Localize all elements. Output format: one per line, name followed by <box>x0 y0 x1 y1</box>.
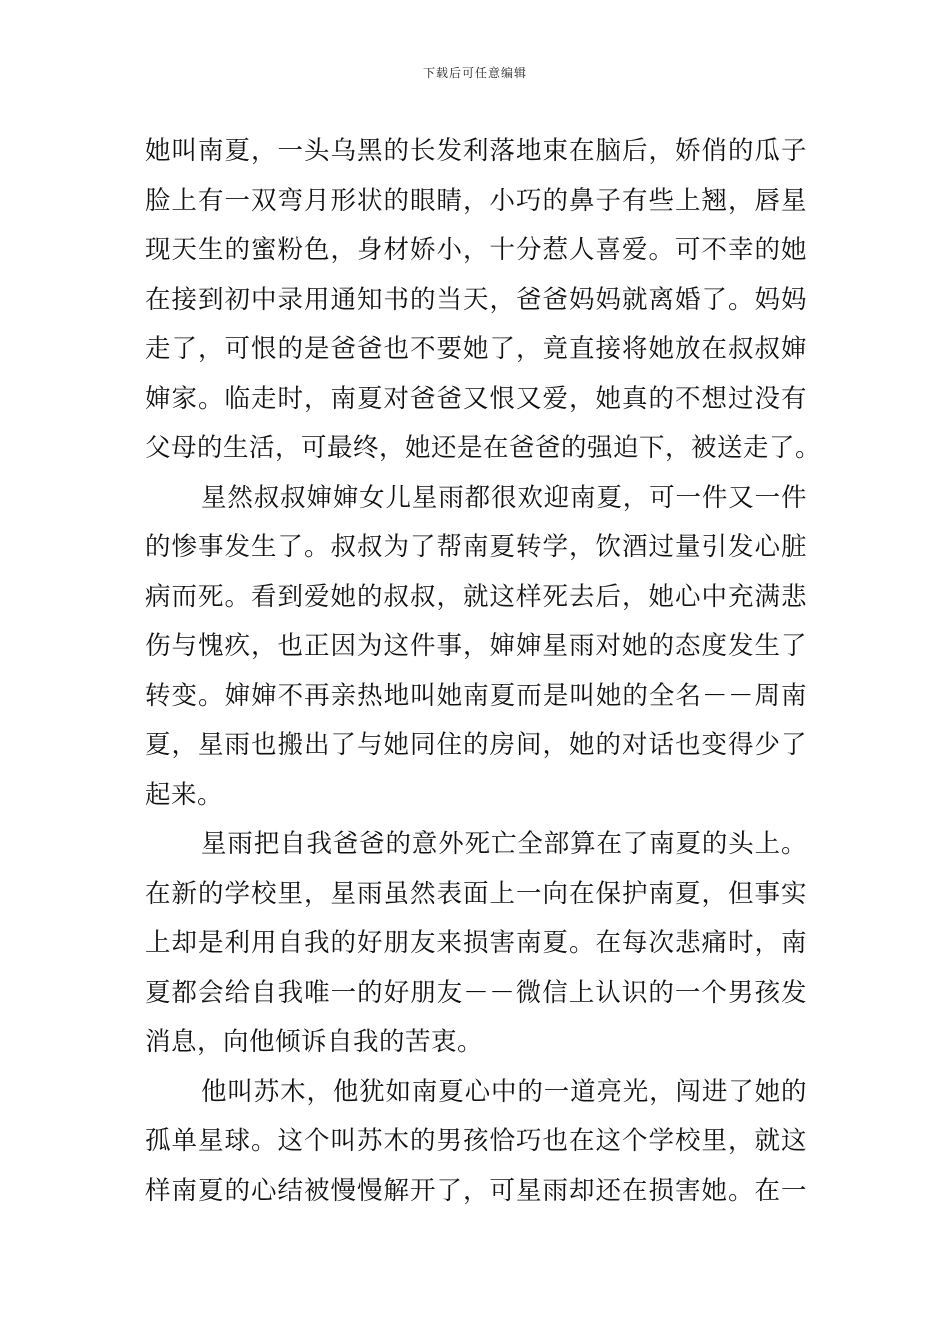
text-line: 消息，向他倾诉自我的苦衷。 <box>145 1027 484 1057</box>
text-line: 的惨事发生了。叔叔为了帮南夏转学，饮酒过量引发心脏 <box>145 532 807 562</box>
text-line: 脸上有一双弯月形状的眼睛，小巧的鼻子有些上翘，唇星 <box>145 185 807 216</box>
text-line: 她叫南夏，一头乌黑的长发利落地束在脑后，娇俏的瓜子 <box>145 136 807 166</box>
text-line: 星雨把自我爸爸的意外死亡全部算在了南夏的头上。 <box>201 829 807 859</box>
text-line: 走了，可恨的是爸爸也不要她了，竟直接将她放在叔叔婶 <box>145 334 807 364</box>
text-line: 夏都会给自我唯一的好朋友－－微信上认识的一个男孩发 <box>145 977 807 1008</box>
text-line: 婶家。临走时，南夏对爸爸又恨又爱，她真的不想过没有 <box>145 383 807 414</box>
text-line: 在接到初中录用通知书的当天，爸爸妈妈就离婚了。妈妈 <box>145 284 807 315</box>
text-line: 在新的学校里，星雨虽然表面上一向在保护南夏，但事实 <box>145 878 807 909</box>
text-line: 现天生的蜜粉色，身材娇小，十分惹人喜爱。可不幸的她 <box>145 235 807 265</box>
text-line: 起来。 <box>145 779 224 810</box>
text-line: 他叫苏木，他犹如南夏心中的一道亮光，闯进了她的 <box>201 1076 807 1107</box>
text-line: 孤单星球。这个叫苏木的男孩恰巧也在这个学校里，就这 <box>145 1126 807 1156</box>
text-line: 伤与愧疚，也正因为这件事，婶婶星雨对她的态度发生了 <box>145 631 807 661</box>
page-header: 下载后可任意编辑 <box>422 66 527 80</box>
text-line: 父母的生活，可最终，她还是在爸爸的强迫下，被送走了。 <box>145 433 822 463</box>
text-line: 转变。婶婶不再亲热地叫她南夏而是叫她的全名－－周南 <box>145 680 807 711</box>
text-line: 夏，星雨也搬出了与她同住的房间，她的对话也变得少了 <box>145 730 807 760</box>
text-line: 病而死。看到爱她的叔叔，就这样死去后，她心中充满悲 <box>145 581 807 612</box>
body-text <box>145 127 822 1216</box>
text-line: 上却是利用自我的好朋友来损害南夏。在每次悲痛时，南 <box>145 928 807 958</box>
text-line: 样南夏的心结被慢慢解开了，可星雨却还在损害她。在一 <box>145 1175 807 1206</box>
text-line: 星然叔叔婶婶女儿星雨都很欢迎南夏，可一件又一件 <box>201 482 807 513</box>
